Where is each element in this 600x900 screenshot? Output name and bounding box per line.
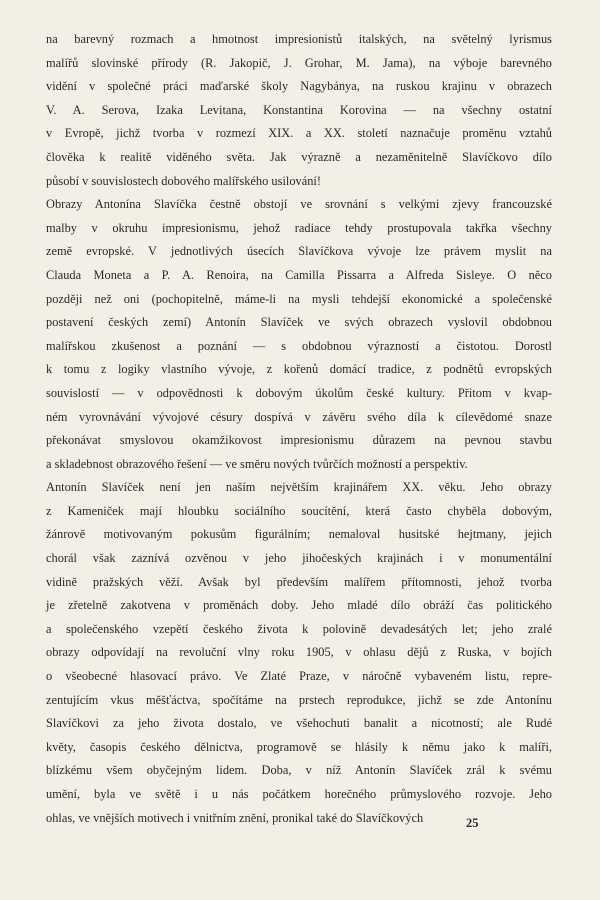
text-line: v Evropě, jichž tvorba v rozmezí XIX. a XX. století naznačuje proměnu vztahů (46, 126, 552, 141)
text-line: květy, časopis českého dělnictva, programově se hlásily k němu jako k malíři, (46, 739, 552, 754)
text-line: malířskou zkušenost a poznání — s obdobnou výrazností a čistotou. Dorostl (46, 338, 552, 353)
text-line: působí v souvislostech dobového malířského usilování! (46, 173, 321, 188)
text-line: je zřetelně zakotvena v proměnách doby. Jeho mladé dílo obráží čas politického (46, 598, 552, 613)
page-number: 25 (466, 816, 479, 830)
text-line: zentujícím vkus měšťáctva, spočítáme na prstech reprodukce, jichž se zde Antonínu (46, 692, 552, 707)
text-line: z Kameniček mají hloubku sociálního soucítění, která často chyběla dobovým, (46, 503, 552, 518)
text-line: Antonín Slavíček není jen naším největším krajinářem XX. věku. Jeho obrazy (46, 480, 552, 495)
body-text (46, 28, 552, 830)
text-line: a skladebnost obrazového řešení — ve směru nových tvůrčích možností a perspektiv. (46, 456, 468, 471)
text-line: Clauda Moneta a P. A. Renoira, na Camilla Pissarra a Alfreda Sisleye. O něco (46, 267, 552, 282)
text-line: Slavíčkovi za jeho života dostalo, ve všehochuti banalit a nicotností; ale Rudé (46, 716, 552, 731)
text-line: a společenského vzepětí českého života k polovině devadesátých let; jeho zralé (46, 621, 552, 636)
text-line: ném vyrovnávání vývojové césury dospívá v závěru svého díla k cílevědomé snaze (46, 409, 552, 424)
text-line: země evropské. V jednotlivých úsecích Slavíčkova vývoje lze právem myslit na (46, 244, 552, 259)
text-line: žánrově motivovaným pokusům figurálním; nemaloval husitské hejtmany, jejich (46, 527, 552, 542)
text-line: Obrazy Antonína Slavíčka čestně obstojí ve srovnání s velkými zjevy francouzské (46, 197, 552, 212)
text-line: umění, byla ve světě i u nás počátkem horečného průmyslového rozvoje. Jeho (46, 787, 552, 801)
text-line: překonávat smyslovou okamžikovost impresionismu důrazem na pevnou stavbu (46, 433, 552, 448)
text-line: obrazy odpovídají na revoluční vlny roku 1905, v ohlasu dějů z Ruska, v bojích (46, 645, 552, 660)
text-line: na barevný rozmach a hmotnost impresionistů italských, na světelný lyrismus (46, 32, 552, 46)
text-line: malby v okruhu impresionismu, jehož radiace tehdy prostupovala takřka všechny (46, 220, 552, 235)
text-line: vidině pražských věží. Avšak byl především malířem přítomnosti, jehož tvorba (46, 574, 552, 589)
text-line: souvislostí — v odpovědnosti k dobovým úkolům české kultury. Přitom v kvap- (46, 385, 552, 400)
text-line: člověka k realitě viděného světa. Jak výrazně a nezaměnitelně Slavíčkovo dílo (46, 149, 552, 164)
text-line: blízkému všem obyčejným lidem. Doba, v níž Antonín Slavíček zrál k svému (46, 763, 552, 778)
text-line: k tomu z logiky vlastního vývoje, z kořenů domácí tradice, z podnětů evropských (46, 362, 552, 377)
text-line: později než oni (pochopitelně, máme-li na mysli tehdejší ekonomické a společenské (46, 291, 552, 306)
text-line: vidění v společné práci maďarské školy Nagybánya, na ruskou krajinu v obrazech (46, 79, 552, 94)
text-line: V. A. Serova, Izaka Levitana, Konstantina Korovina — na všechny ostatní (46, 102, 552, 117)
text-line: o všeobecné hlasovací právo. Ve Zlaté Praze, v náročně vybaveném listu, repre- (46, 669, 552, 684)
text-line: postavení českých zemí) Antonín Slavíček ve svých obrazech vyslovil obdobnou (46, 315, 552, 330)
text-line: chorál však zaznívá ozvěnou v jeho jihočeských krajinách i v monumentální (46, 551, 552, 566)
text-line: malířů slovinské přírody (R. Jakopič, J. Grohar, M. Jama), na výboje barevného (46, 55, 552, 70)
text-line: ohlas, ve vnějších motivech i vnitřním znění, pronikal také do Slavíčkových (46, 810, 424, 825)
